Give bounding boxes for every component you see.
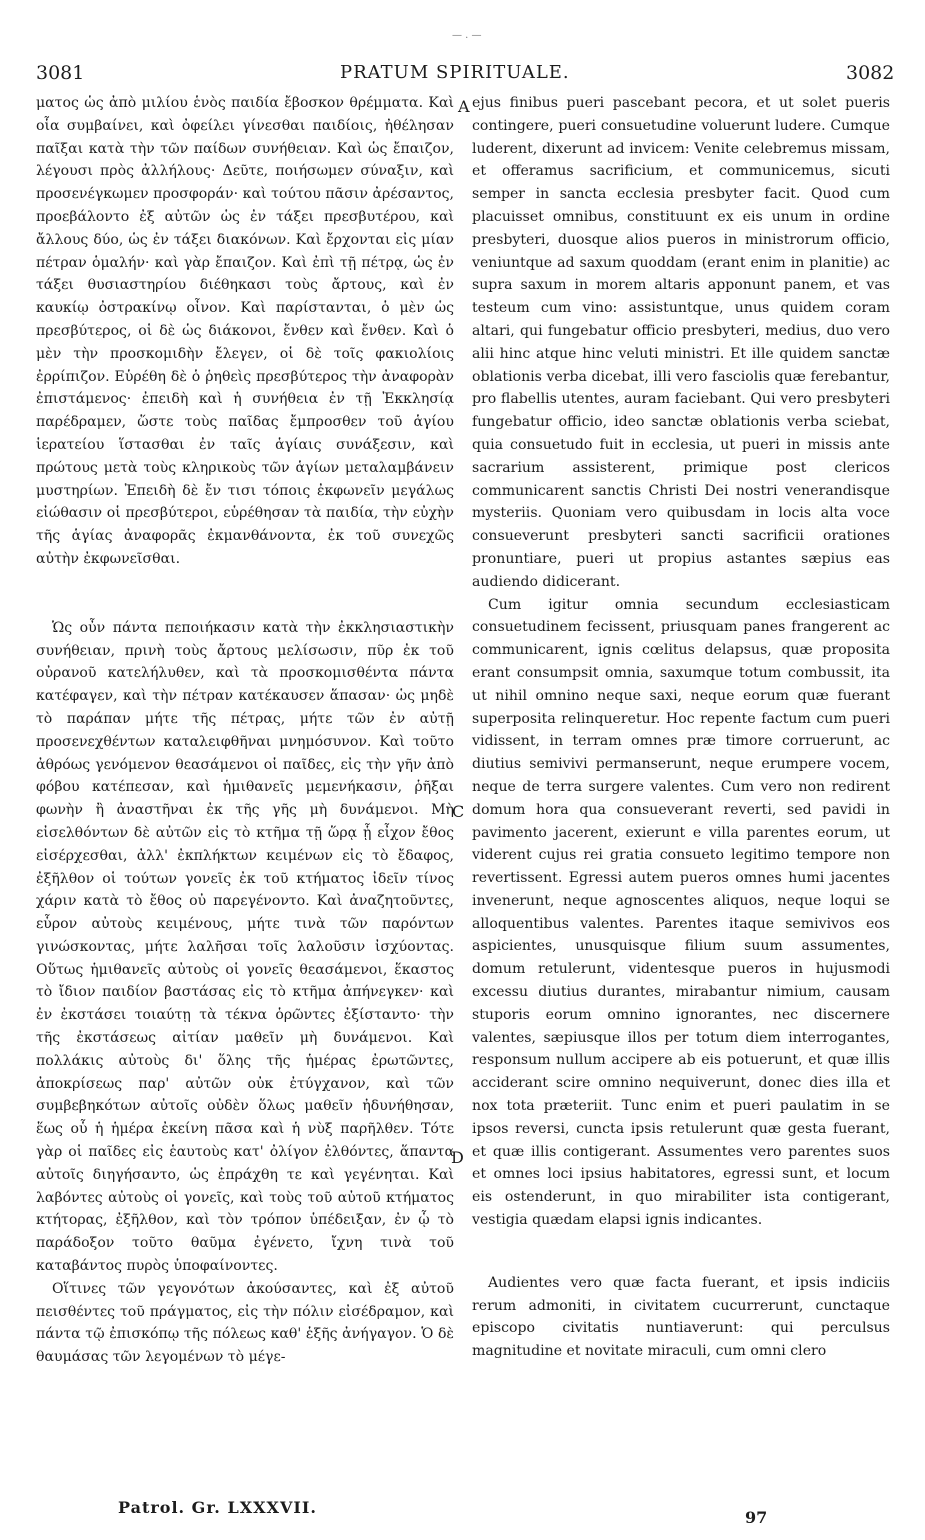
- page-number-right: 3082: [846, 62, 895, 84]
- signature-number: 97: [745, 1508, 768, 1527]
- volume-signature: Patrol. Gr. LXXXVII.: [118, 1498, 317, 1517]
- greek-paragraph-2: Ὡς οὖν πάντα πεποιήκασιν κατὰ τὴν ἐκκλησιαστικὴν συνήθειαν, πρινὴ τοὺς ἄρτους μελίσωσιν, πῦρ ἐκ τοῦ οὐρανοῦ κατελήλυθεν, καὶ τὰ προσκομισθέντα πάντα κατέφαγεν, καὶ τὴν πέτραν κατέκαυσεν ἅπασαν· ὡς μηδὲ τὸ παράπαν μήτε τῆς πέτρας, μήτε τῶν ἐν αὐτῇ προσενεχθέντων καταλειφθῆναι μνημόσυνον. Καὶ τοῦτο ἀθρόως γενόμενον θεασάμενοι οἱ παῖδες, εἰς τὴν γῆν ἀπὸ φόβου κατέπεσαν, καὶ ἡμιθανεῖς μεμενήκασιν, ῥῆξαι φωνὴν ἢ ἀναστῆναι ἐκ τῆς γῆς μὴ δυνάμενοι. Μὴ εἰσελθόντων δὲ αὐτῶν εἰς τὸ κτῆμα τῇ ὥρᾳ ᾗ εἶχον ἔθος εἰσέρχεσθαι, ἀλλ' ἐκπλήκτων κειμένων εἰς τὸ ἔδαφος, ἐξῆλθον οἱ τούτων γονεῖς ἐκ τοῦ κτήματος ἰδεῖν τίνος χάριν κατὰ τὸ ἔθος οὐ παρεγένοντο. Καὶ ἀναζητοῦντες, εὗρον αὐτοὺς κειμένους, μήτε τινὰ τῶν παρόντων γινώσκοντας, μήτε λαλῆσαι τοῖς λαλοῦσιν ἰσχύοντας. Οὕτως ἡμιθανεῖς αὐτοὺς οἱ γονεῖς θεασάμενοι, ἕκαστος τὸ ἴδιον παιδίον βαστάσας εἰς τὸ κτῆμα ἀπήνεγκεν· καὶ ἐν ἐκστάσει τοιαύτῃ τὰ τέκνα ὁρῶντες ἐξίσταντο· τὴν τῆς ἐκστάσεως αἰτίαν μαθεῖν μὴ δυνάμενοι. Καὶ πολλάκις αὐτοὺς δι' ὅλης τῆς ἡμέρας ἐρωτῶντες, ἀποκρίσεως παρ' αὐτῶν οὐκ ἐτύγχανον, καὶ τῶν συμβεβηκότων αὐτοῖς οὐδὲν ὅλως μαθεῖν ἠδυνήθησαν, ἕως οὗ ἡ ἡμέρα ἐκείνη πᾶσα καὶ ἡ νὺξ παρῆλθεν. Τότε γὰρ οἱ παῖδες εἰς ἑαυτοὺς κατ' ὀλίγον ἐλθόντες, ἅπαντα αὐτοῖς διηγήσαντο, ὡς ἐπράχθη τε καὶ γεγένηται. Καὶ λαβόντες αὐτοὺς οἱ γονεῖς, καὶ τοὺς τοῦ αὐτοῦ κτήματος κτήτορας, ἐξῆλθον, καὶ τὸν τρόπον ὑπέδειξαν, ἐν ᾧ τὸ παράδοξον τοῦτο θαῦμα ἐγένετο, ἴχνη τινὰ τοῦ καταβάντος πυρὸς ὑποφαίνοντες.: [36, 619, 454, 1275]
- latin-column: [472, 92, 890, 1363]
- latin-paragraph-2: Cum igitur omnia secundum ecclesiasticam consuetudinem fecissent, priusquam panes frangerent ac communicarent, ignis cœlitus delapsus, quæ proposita erant consumpsit omnia, saxumque totum combussit, ita ut nihil omnino neque saxi, neque eorum quæ fuerant superposita relinqueretur. Hoc repente factum cum pueri vidissent, in terram omnes præ timore corruerunt, ac diutius semivivi permanserunt, neque erumpere vocem, neque de terra surgere valentes. Cum vero non redirent domum hora qua consueverant reverti, sed pavidi in pavimento jacerent, exierunt e villa parentes eorum, ut viderent cujus rei gratia consueto legitimo tempore non revertissent. Egressi autem pueros omnes humi jacentes invenerunt, neque agnoscentes aliquos, neque loqui se alloquentibus valentes. Parentes itaque semivivos eos aspicientes, unusquisque filium suum assumentes, domum retulerunt, videntesque pueros in hujusmodi excessu diutius durantes, mirabantur nimium, causam stuporis eorum omnino ignorantes, nec discernere valentes, sæpiusque illos per totum diem interrogantes, responsum nullum accipere ab eis potuerunt, et quæ illis acciderant scire omnino nequiverunt, donec dies illa et nox tota præteriit. Tunc enim et pueri paulatim in se ipsos reversi, cuncta ipsis retulerunt quæ gesta fuerant, et quæ illis contigerant. Assumentes vero parentes suos et omnes loci ipsius habitatores, egressi sunt, et locum eis ostenderunt, in quo mirabiliter ista contigerant, vestigia quædam elapsi ignis indicantes.: [472, 596, 890, 1229]
- margin-letter-d: D: [451, 1148, 464, 1167]
- running-title: PRATUM SPIRITUALE.: [340, 62, 570, 83]
- greek-paragraph-1: ματος ὡς ἀπὸ μιλίου ἑνὸς παιδία ἔβοσκον θρέμματα. Καὶ οἷα συμβαίνει, καὶ ὀφείλει γίνεσθαι παιδίοις, ἠθέλησαν παῖξαι κατὰ τὴν τῶν παίδων συνήθειαν. Καὶ ὡς ἔπαιζον, λέγουσι πρὸς ἀλλήλους· Δεῦτε, ποιήσωμεν σύναξιν, καὶ προσενέγκωμεν προσφοράν· καὶ τούτου πᾶσιν ἀρέσαντος, προεβάλοντο ἐξ αὐτῶν ὡς ἐν τάξει πρεσβυτέρου, καὶ ἄλλους δύο, ὡς ἐν τάξει διακόνων. Καὶ ἔρχονται εἰς μίαν πέτραν ὁμαλήν· καὶ γὰρ ἔπαιζον. Καὶ ἐπὶ τῇ πέτρᾳ, ὡς ἐν τάξει θυσιαστηρίου διέθηκασι τοὺς ἄρτους, καὶ ἐν καυκίῳ ὀστρακίνῳ οἶνον. Καὶ παρίστανται, ὁ μὲν ὡς πρεσβύτερος, οἱ δὲ ὡς διάκονοι, ἔνθεν καὶ ἔνθεν. Καὶ ὁ μὲν τὴν προσκομιδὴν ἔλεγεν, οἱ δὲ τοῖς φακιολίοις ἐρρίπιζον. Εὑρέθη δὲ ὁ ῥηθεὶς πρεσβύτερος τὴν ἀναφορὰν ἐπιστάμενος· ἐπειδὴ καὶ ἡ συνήθεια ἐν τῇ Ἐκκλησίᾳ παρέδραμεν, ὥστε τοὺς παῖδας ἔμπροσθεν τοῦ ἁγίου ἱερατείου ἵστασθαι ἐν ταῖς ἁγίαις συνάξεσιν, καὶ πρώτους μετὰ τοὺς κληρικοὺς τῶν ἁγίων μεταλαμβάνειν μυστηρίων. Ἐπειδὴ δὲ ἔν τισι τόποις ἐκφωνεῖν μεγάλως εἰώθασιν οἱ πρεσβύτεροι, εὑρέθησαν τὰ παιδία, τὴν εὐχὴν τῆς ἁγίας ἀναφορᾶς ἐκμανθάνοντα, ἐκ τοῦ συνεχῶς αὐτὴν ἐκφωνεῖσθαι.: [36, 95, 454, 567]
- greek-column: [36, 92, 454, 1369]
- margin-letter-c: C: [452, 802, 465, 821]
- latin-paragraph-1: ejus finibus pueri pascebant pecora, et ut solet pueris contingere, pueri consuetudine voluerunt ludere. Cumque luderent, dixerunt ad invicem: Venite celebremus missam, et offeramus sacrificium, et communicemus, sicuti semper in sancta ecclesia presbyter facit. Quod cum placuisset omnibus, constituunt ex eis unum in ordine presbyteri, duosque alios pueros in ministrorum officio, veniuntque ad saxum quoddam (erant enim in planitie) ac supra saxum in morem altaris apponunt panem, et vas testeum cum vino: assistuntque, unus quidem coram altari, qui fungebatur officio presbyteri, medius, duo vero alii hinc atque hinc veluti ministri. Et ille quidem sanctæ oblationis verba dicebat, illi vero fasciolis quæ ferebantur, pro flabellis utentes, auram faciebant. Qui vero presbyteri fungebatur officio, ideo sanctæ oblationis verba sciebat, quia consuetudo fuit in ecclesia, ut pueri in missis ante sacrarium assisterent, primique post clericos communicarent sanctis Christi Dei nostri venerandisque mysteriis. Quoniam vero quibusdam in locis alta voce consueverunt presbyteri sancti sacrificii orationes pronuntiare, pueri ut propius astantes sæpius eas audiendo didicerant.: [472, 95, 890, 590]
- margin-letter-a: A: [458, 97, 470, 116]
- greek-paragraph-3: Οἵτινες τῶν γεγονότων ἀκούσαντες, καὶ ἐξ αὐτοῦ πεισθέντες τοῦ πράγματος, εἰς τὴν πόλιν εἰσέδραμον, καὶ πάντα τῷ ἐπισκόπῳ τῆς πόλεως καθ' ἑξῆς ἀνήγαγον. Ὁ δὲ θαυμάσας τῶν λεγομένων τὸ μέγε-: [36, 1280, 454, 1366]
- page-number-left: 3081: [36, 62, 85, 84]
- top-mark: — . —: [452, 30, 482, 41]
- latin-paragraph-3: Audientes vero quæ facta fuerant, et ipsis indiciis rerum admoniti, in civitatem cucurrerunt, cunctaque episcopo civitatis nuntiaverunt: qui perculsus magnitudine et novitate miraculi, cum omni clero: [472, 1274, 890, 1360]
